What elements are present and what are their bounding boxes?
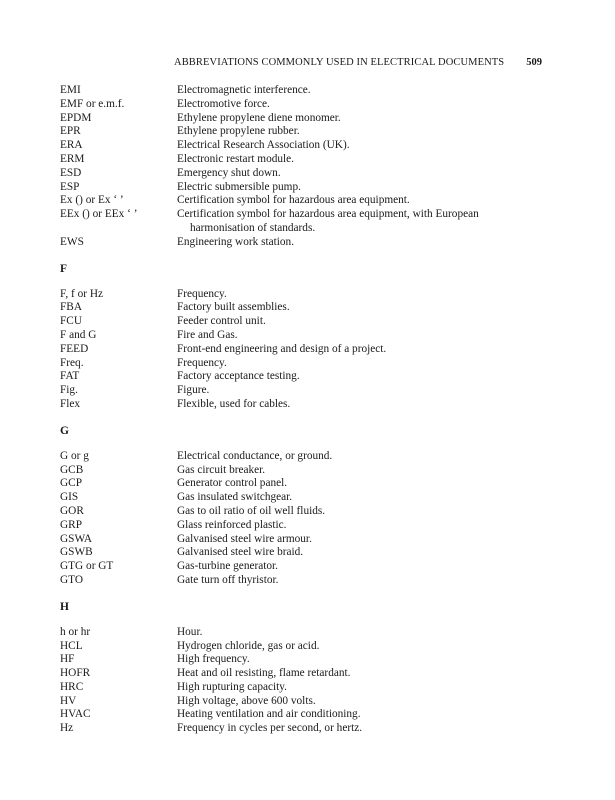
abbreviation-term: GIS [60, 491, 79, 504]
abbreviation-term: HOFR [60, 667, 91, 680]
abbreviation-term: Fig. [60, 384, 78, 397]
abbreviation-term: ESD [60, 166, 82, 179]
abbreviation-entry [60, 640, 542, 654]
abbreviation-definition [177, 194, 542, 208]
abbreviation-definition [177, 533, 542, 547]
abbreviation-entry [60, 384, 542, 398]
abbreviation-definition [177, 125, 542, 139]
abbreviation-entry [60, 464, 542, 478]
abbreviation-definition [177, 301, 542, 315]
definition-text: High frequency. [177, 653, 250, 666]
abbreviation-definition [177, 722, 542, 736]
definition-text: Frequency. [177, 287, 227, 300]
section-heading-f: F [60, 262, 68, 275]
abbreviation-entry [60, 505, 542, 519]
section-heading-g: G [60, 424, 69, 437]
abbreviation-term: ESP [60, 180, 80, 193]
abbreviation-term: EMI [60, 84, 81, 96]
definition-text: Glass reinforced plastic. [177, 518, 287, 531]
abbreviation-term: ERA [60, 139, 83, 152]
abbreviation-definition [177, 667, 542, 681]
abbreviation-term: FEED [60, 342, 89, 355]
abbreviation-entry [60, 329, 542, 343]
abbreviation-entry [60, 98, 542, 112]
abbreviation-term: GTO [60, 573, 84, 586]
abbreviation-entry [60, 398, 542, 412]
abbreviation-entry [60, 653, 542, 667]
abbreviation-entry [60, 533, 542, 547]
definition-text: Heat and oil resisting, flame retardant. [177, 667, 351, 680]
abbreviation-term: G or g [60, 449, 89, 462]
abbreviation-entry [60, 139, 542, 153]
abbreviation-term: GSWB [60, 546, 93, 559]
definition-text: Gas circuit breaker. [177, 463, 266, 476]
abbreviation-definition [177, 112, 542, 126]
running-head [60, 56, 542, 70]
abbreviation-definition [177, 653, 542, 667]
abbreviation-term: EMF or e.m.f. [60, 97, 125, 110]
abbreviation-entry [60, 667, 542, 681]
abbreviation-entry [60, 181, 542, 195]
definition-text: Gate turn off thyristor. [177, 573, 279, 586]
definition-text: Certification symbol for hazardous area equipment. [177, 194, 410, 207]
abbreviation-term: GSWA [60, 532, 93, 545]
abbreviation-definition [177, 208, 542, 236]
definition-text: Frequency. [177, 356, 227, 369]
abbreviation-entry [60, 560, 542, 574]
abbreviation-term: ERM [60, 152, 85, 165]
abbreviation-term: FAT [60, 370, 80, 383]
abbreviation-term: F and G [60, 328, 97, 341]
abbreviation-entry [60, 125, 542, 139]
definition-text: Figure. [177, 384, 210, 397]
definition-text: Gas to oil ratio of oil well fluids. [177, 504, 326, 517]
definition-text: Hour. [177, 625, 203, 638]
abbreviation-definition [177, 288, 542, 302]
abbreviation-definition [177, 546, 542, 560]
abbreviation-entry [60, 236, 542, 250]
abbreviation-entry [60, 477, 542, 491]
abbreviation-entry [60, 112, 542, 126]
abbreviation-term: GCB [60, 463, 84, 476]
section-heading-h: H [60, 600, 69, 613]
abbreviation-entry [60, 450, 542, 464]
abbreviation-term: HVAC [60, 708, 91, 721]
abbreviation-term: HV [60, 694, 77, 707]
abbreviation-term: Freq. [60, 356, 84, 369]
abbreviation-entry [60, 167, 542, 181]
abbreviation-definition [177, 181, 542, 195]
abbreviation-entry [60, 546, 542, 560]
abbreviation-term: EPR [60, 125, 81, 138]
abbreviation-term: EWS [60, 235, 84, 248]
abbreviation-entry [60, 722, 542, 736]
definition-text: Hydrogen chloride, gas or acid. [177, 639, 320, 652]
abbreviation-term: Ex () or Ex ‘ ’ [60, 194, 124, 207]
abbreviation-entry [60, 574, 542, 588]
abbreviation-definition [177, 695, 542, 709]
abbreviation-definition [177, 236, 542, 250]
abbreviation-definition [177, 626, 542, 640]
abbreviation-entry [60, 194, 542, 208]
abbreviation-term: GCP [60, 477, 82, 490]
abbreviation-entry [60, 491, 542, 505]
abbreviation-definition [177, 167, 542, 181]
abbreviation-term: FBA [60, 301, 82, 314]
definition-text: Electromagnetic interference. [177, 84, 311, 96]
abbreviation-definition [177, 357, 542, 371]
abbreviation-term: h or hr [60, 625, 91, 638]
definition-text: Electrical Research Association (UK). [177, 139, 350, 152]
abbreviation-term: GOR [60, 504, 84, 517]
abbreviation-definition [177, 343, 542, 357]
abbreviation-term: HCL [60, 639, 83, 652]
definition-text: Galvanised steel wire braid. [177, 546, 304, 559]
abbreviation-definition [177, 98, 542, 112]
definition-text: Certification symbol for hazardous area equipment, with European [177, 208, 479, 221]
abbreviation-definition [177, 640, 542, 654]
abbreviation-entry [60, 695, 542, 709]
abbreviation-entry [60, 519, 542, 533]
abbreviation-term: HRC [60, 680, 84, 693]
abbreviation-term: Flex [60, 397, 81, 410]
abbreviation-entry [60, 681, 542, 695]
abbreviation-definition [177, 398, 542, 412]
abbreviation-definition [177, 477, 542, 491]
abbreviation-term: GTG or GT [60, 560, 114, 573]
definition-text: Ethylene propylene diene monomer. [177, 111, 341, 124]
abbreviation-entry [60, 708, 542, 722]
abbreviation-term: Hz [60, 722, 74, 735]
abbreviation-definition [177, 464, 542, 478]
abbreviation-term: EPDM [60, 111, 92, 124]
definition-text: Gas insulated switchgear. [177, 491, 293, 504]
definition-text: Feeder control unit. [177, 315, 266, 328]
abbreviation-definition [177, 505, 542, 519]
definition-text: High rupturing capacity. [177, 680, 288, 693]
definition-text: Gas-turbine generator. [177, 560, 279, 573]
definition-text: Flexible, used for cables. [177, 397, 291, 410]
definition-text: Heating ventilation and air conditioning. [177, 708, 361, 721]
definition-text: Galvanised steel wire armour. [177, 532, 312, 545]
abbreviation-list [60, 84, 542, 736]
definition-text: Engineering work station. [177, 235, 295, 248]
definition-text: Factory acceptance testing. [177, 370, 300, 383]
abbreviation-entry [60, 153, 542, 167]
abbreviation-definition [177, 370, 542, 384]
definition-text: Front-end engineering and design of a project. [177, 342, 387, 355]
abbreviation-definition [177, 384, 542, 398]
definition-text: Electric submersible pump. [177, 180, 301, 193]
definition-text: Electronic restart module. [177, 152, 295, 165]
abbreviation-definition [177, 681, 542, 695]
abbreviation-definition [177, 84, 542, 98]
abbreviation-entry [60, 84, 542, 98]
abbreviation-entry [60, 343, 542, 357]
definition-text: Ethylene propylene rubber. [177, 125, 300, 138]
abbreviation-term: GRP [60, 518, 82, 531]
abbreviation-entry [60, 626, 542, 640]
abbreviation-term: FCU [60, 315, 82, 328]
abbreviation-definition [177, 153, 542, 167]
abbreviation-entry [60, 370, 542, 384]
abbreviation-term: EEx () or EEx ‘ ’ [60, 208, 138, 221]
page-number: 509 [526, 57, 542, 68]
abbreviation-entry [60, 301, 542, 315]
abbreviation-definition [177, 139, 542, 153]
abbreviation-definition [177, 560, 542, 574]
abbreviation-definition [177, 315, 542, 329]
abbreviation-definition [177, 329, 542, 343]
definition-text: Fire and Gas. [177, 328, 238, 341]
definition-text: Emergency shut down. [177, 166, 281, 179]
definition-text: Electromotive force. [177, 97, 270, 110]
abbreviation-entry [60, 208, 542, 236]
definition-text: Electrical conductance, or ground. [177, 449, 333, 462]
abbreviation-term: HF [60, 653, 75, 666]
definition-text: Factory built assemblies. [177, 301, 290, 314]
abbreviation-entry [60, 315, 542, 329]
abbreviation-definition [177, 574, 542, 588]
abbreviation-definition [177, 519, 542, 533]
abbreviation-definition [177, 491, 542, 505]
definition-continuation: harmonisation of standards. [190, 221, 316, 234]
definition-text: Generator control panel. [177, 477, 288, 490]
definition-text: High voltage, above 600 volts. [177, 694, 316, 707]
running-head-title: ABBREVIATIONS COMMONLY USED IN ELECTRICAL DOCUMENTS [174, 57, 505, 68]
abbreviation-entry [60, 288, 542, 302]
abbreviation-entry [60, 357, 542, 371]
definition-text: Frequency in cycles per second, or hertz. [177, 722, 363, 735]
abbreviation-term: F, f or Hz [60, 287, 104, 300]
abbreviation-definition [177, 708, 542, 722]
abbreviation-definition [177, 450, 542, 464]
